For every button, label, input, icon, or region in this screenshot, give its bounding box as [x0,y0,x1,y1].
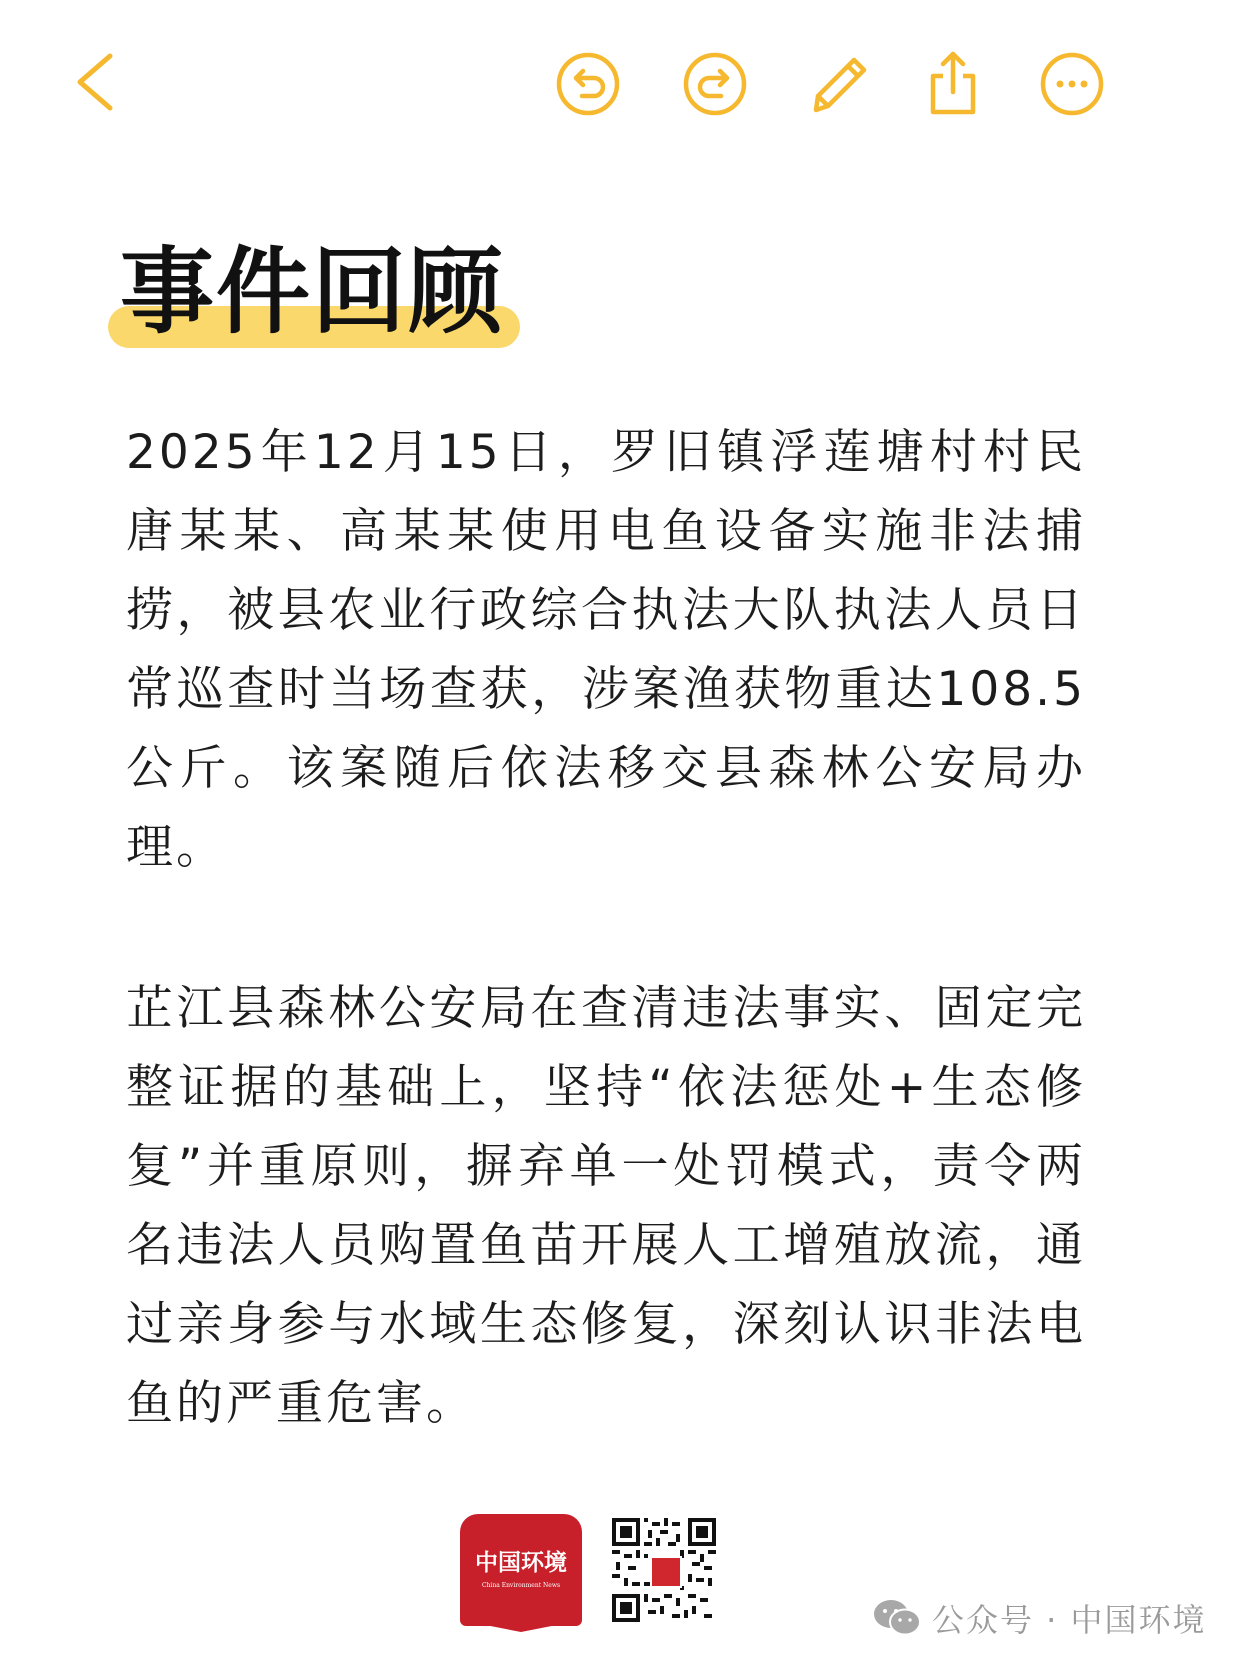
note-heading: 事件回顾 [120,238,505,347]
heading-block [108,238,504,358]
chevron-left-icon [58,46,130,118]
edit-button[interactable] [804,48,876,120]
more-icon [1036,48,1108,120]
back-button[interactable] [58,46,130,118]
logo-tail [470,1622,572,1632]
qr-code-icon [612,1518,716,1622]
note-toolbar [0,0,1242,180]
share-icon [917,46,989,118]
qr-center-logo [650,1556,682,1588]
undo-icon [552,48,624,120]
watermark-text: 公众号 · 中国环境 [932,1601,1207,1639]
footer [0,1500,1242,1656]
logo-name: 中国环境 [475,1549,567,1576]
logo-english: China Environment News [481,1582,561,1589]
redo-icon [679,48,751,120]
note-paragraph: 2025年12月15日，罗旧镇浮莲塘村村民唐某某、高某某使用电鱼设备实施非法捕捞，被县农业行政综合执法大队执法人员日常巡查时当场查获，涉案渔获物重达108.5公斤。该案随后依法移交县森林公安局办理。 [126,425,1086,875]
note-paragraph: 芷江县森林公安局在查清违法事实、固定完整证据的基础上，坚持“依法惩处+生态修复”并重原则，摒弃单一处罚模式，责令两名违法人员购置鱼苗开展人工增殖放流，通过亲身参与水域生态修复，深刻认识非法电鱼的严重危害。 [126,981,1086,1431]
redo-button[interactable] [679,48,751,120]
pencil-icon [804,48,876,120]
wechat-watermark [872,1596,1207,1640]
more-button[interactable] [1036,48,1108,120]
china-environment-logo [460,1514,582,1626]
share-button[interactable] [917,46,989,118]
undo-button[interactable] [552,48,624,120]
wechat-icon [872,1598,922,1638]
